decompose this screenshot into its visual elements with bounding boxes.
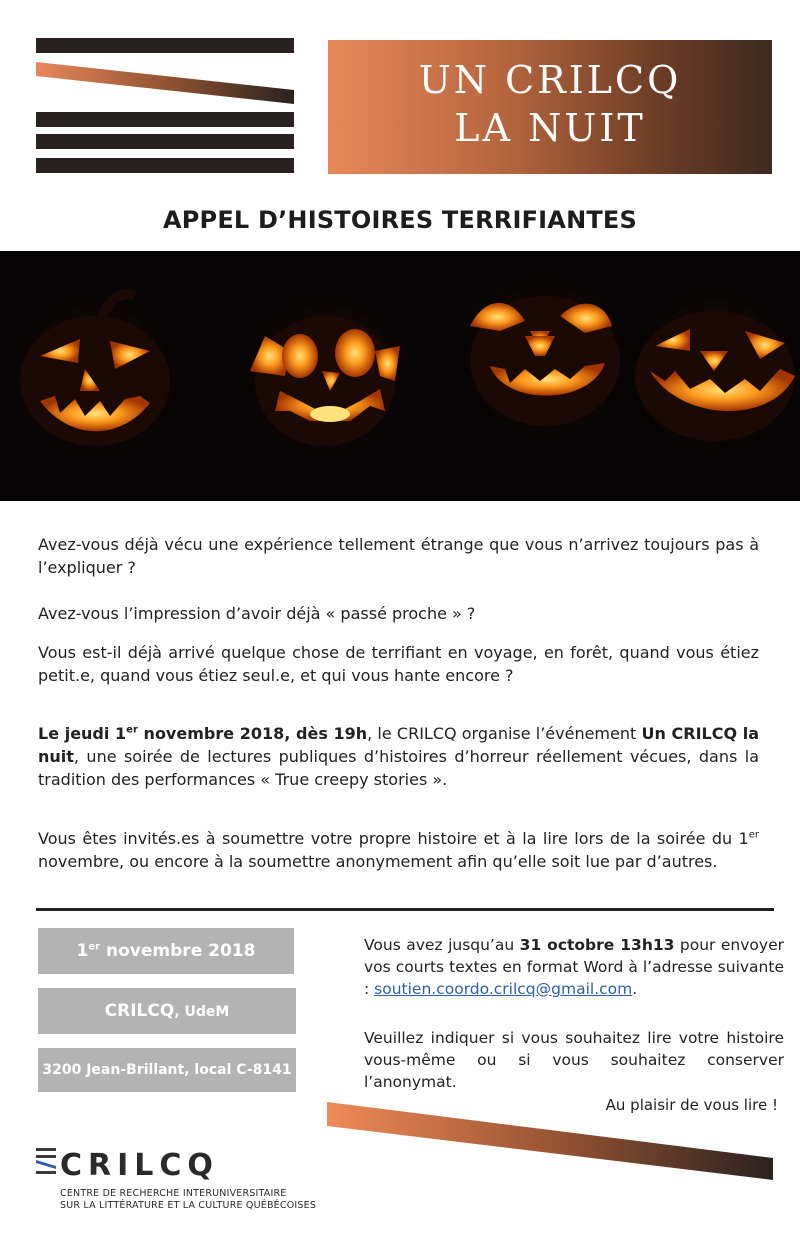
logo-subtitle-line1: CENTRE DE RECHERCHE INTERUNIVERSITAIRE: [60, 1188, 287, 1199]
location-small: , UdeM: [174, 1004, 230, 1020]
event-title: [328, 56, 772, 152]
section-divider: [36, 908, 774, 911]
paragraph-1: Avez-vous déjà vécu une expérience tellement étrange que vous n’arrivez toujours pas à l’expliquer ?: [38, 535, 759, 577]
event-title-line1: UN CRILCQ: [418, 58, 682, 102]
event-date-rest: novembre 2018, dès 19h: [137, 724, 368, 743]
paragraph-event: [38, 722, 759, 791]
page-subtitle: APPEL D’HISTOIRES TERRIFIANTES: [162, 206, 638, 234]
title-banner: [328, 40, 772, 174]
invitation-text-rest: novembre, ou encore à la soumettre anonymement afin qu’elle soit lue par d’autres.: [38, 852, 718, 871]
pumpkins-photo: [0, 251, 800, 501]
date-day: 1: [76, 941, 89, 961]
location-box: [38, 988, 296, 1034]
header-stripe: [36, 158, 294, 173]
event-date-sup: er: [126, 724, 138, 736]
logo-mark-icon: [36, 1146, 58, 1178]
submission-text-2: pour envoyer vos courts textes en format Word à l’adresse suivante :: [364, 936, 784, 998]
address-box: 3200 Jean-Brillant, local C-8141: [38, 1048, 296, 1092]
paragraph-3: Vous est-il déjà arrivé quelque chose de terrifiant en voyage, en forêt, quand vous étiez petit.e, quand vous étiez seul.e, et qui vous hante encore ?: [38, 643, 759, 685]
email-link[interactable]: soutien.coordo.crilcq@gmail.com: [374, 980, 633, 998]
event-text: , le CRILCQ organise l’événement: [367, 724, 642, 743]
event-date-part: Le jeudi 1: [38, 724, 127, 743]
invitation-sup: er: [748, 829, 759, 841]
event-description: , une soirée de lectures publiques d’histoires d’horreur réellement vécues, dans la tradition des performances « True creepy stories ».: [38, 747, 759, 789]
event-title-line2: LA NUIT: [454, 106, 646, 150]
event-name-bold: Un CRILCQ la nuit: [38, 724, 760, 766]
date-sup: er: [88, 941, 101, 953]
invitation-text: Vous êtes invités.es à soumettre votre propre histoire et à la lire lors de la soirée du 1: [38, 829, 749, 848]
logo-wordmark: CRILCQ: [60, 1148, 219, 1183]
header-stripe: [36, 112, 294, 127]
date-rest: novembre 2018: [100, 941, 256, 961]
submission-deadline: 31 octobre 13h13: [519, 936, 675, 954]
date-box: [38, 928, 294, 974]
sign-off: Au plaisir de vous lire !: [605, 1096, 778, 1114]
anonymity-note: Veuillez indiquer si vous souhaitez lire votre histoire vous-même ou si vous souhaitez conserver l’anonymat.: [364, 1029, 784, 1091]
logo-subtitle-line2: SUR LA LITTÉRATURE ET LA CULTURE QUÉBÉCOISES: [60, 1200, 317, 1211]
submission-instructions: [364, 934, 784, 1000]
footer-diagonal-stripe: [325, 1100, 775, 1182]
submission-text: Vous avez jusqu’au: [364, 936, 520, 954]
header-stripe: [36, 38, 294, 53]
paragraph-2: Avez-vous l’impression d’avoir déjà « passé proche » ?: [38, 604, 476, 623]
event-date-bold: [38, 724, 367, 743]
location-main: CRILCQ: [104, 1001, 175, 1021]
header-stripe: [36, 134, 294, 149]
paragraph-invitation: [38, 827, 759, 873]
submission-period: .: [632, 980, 638, 998]
header-diagonal-stripe: [36, 60, 296, 106]
